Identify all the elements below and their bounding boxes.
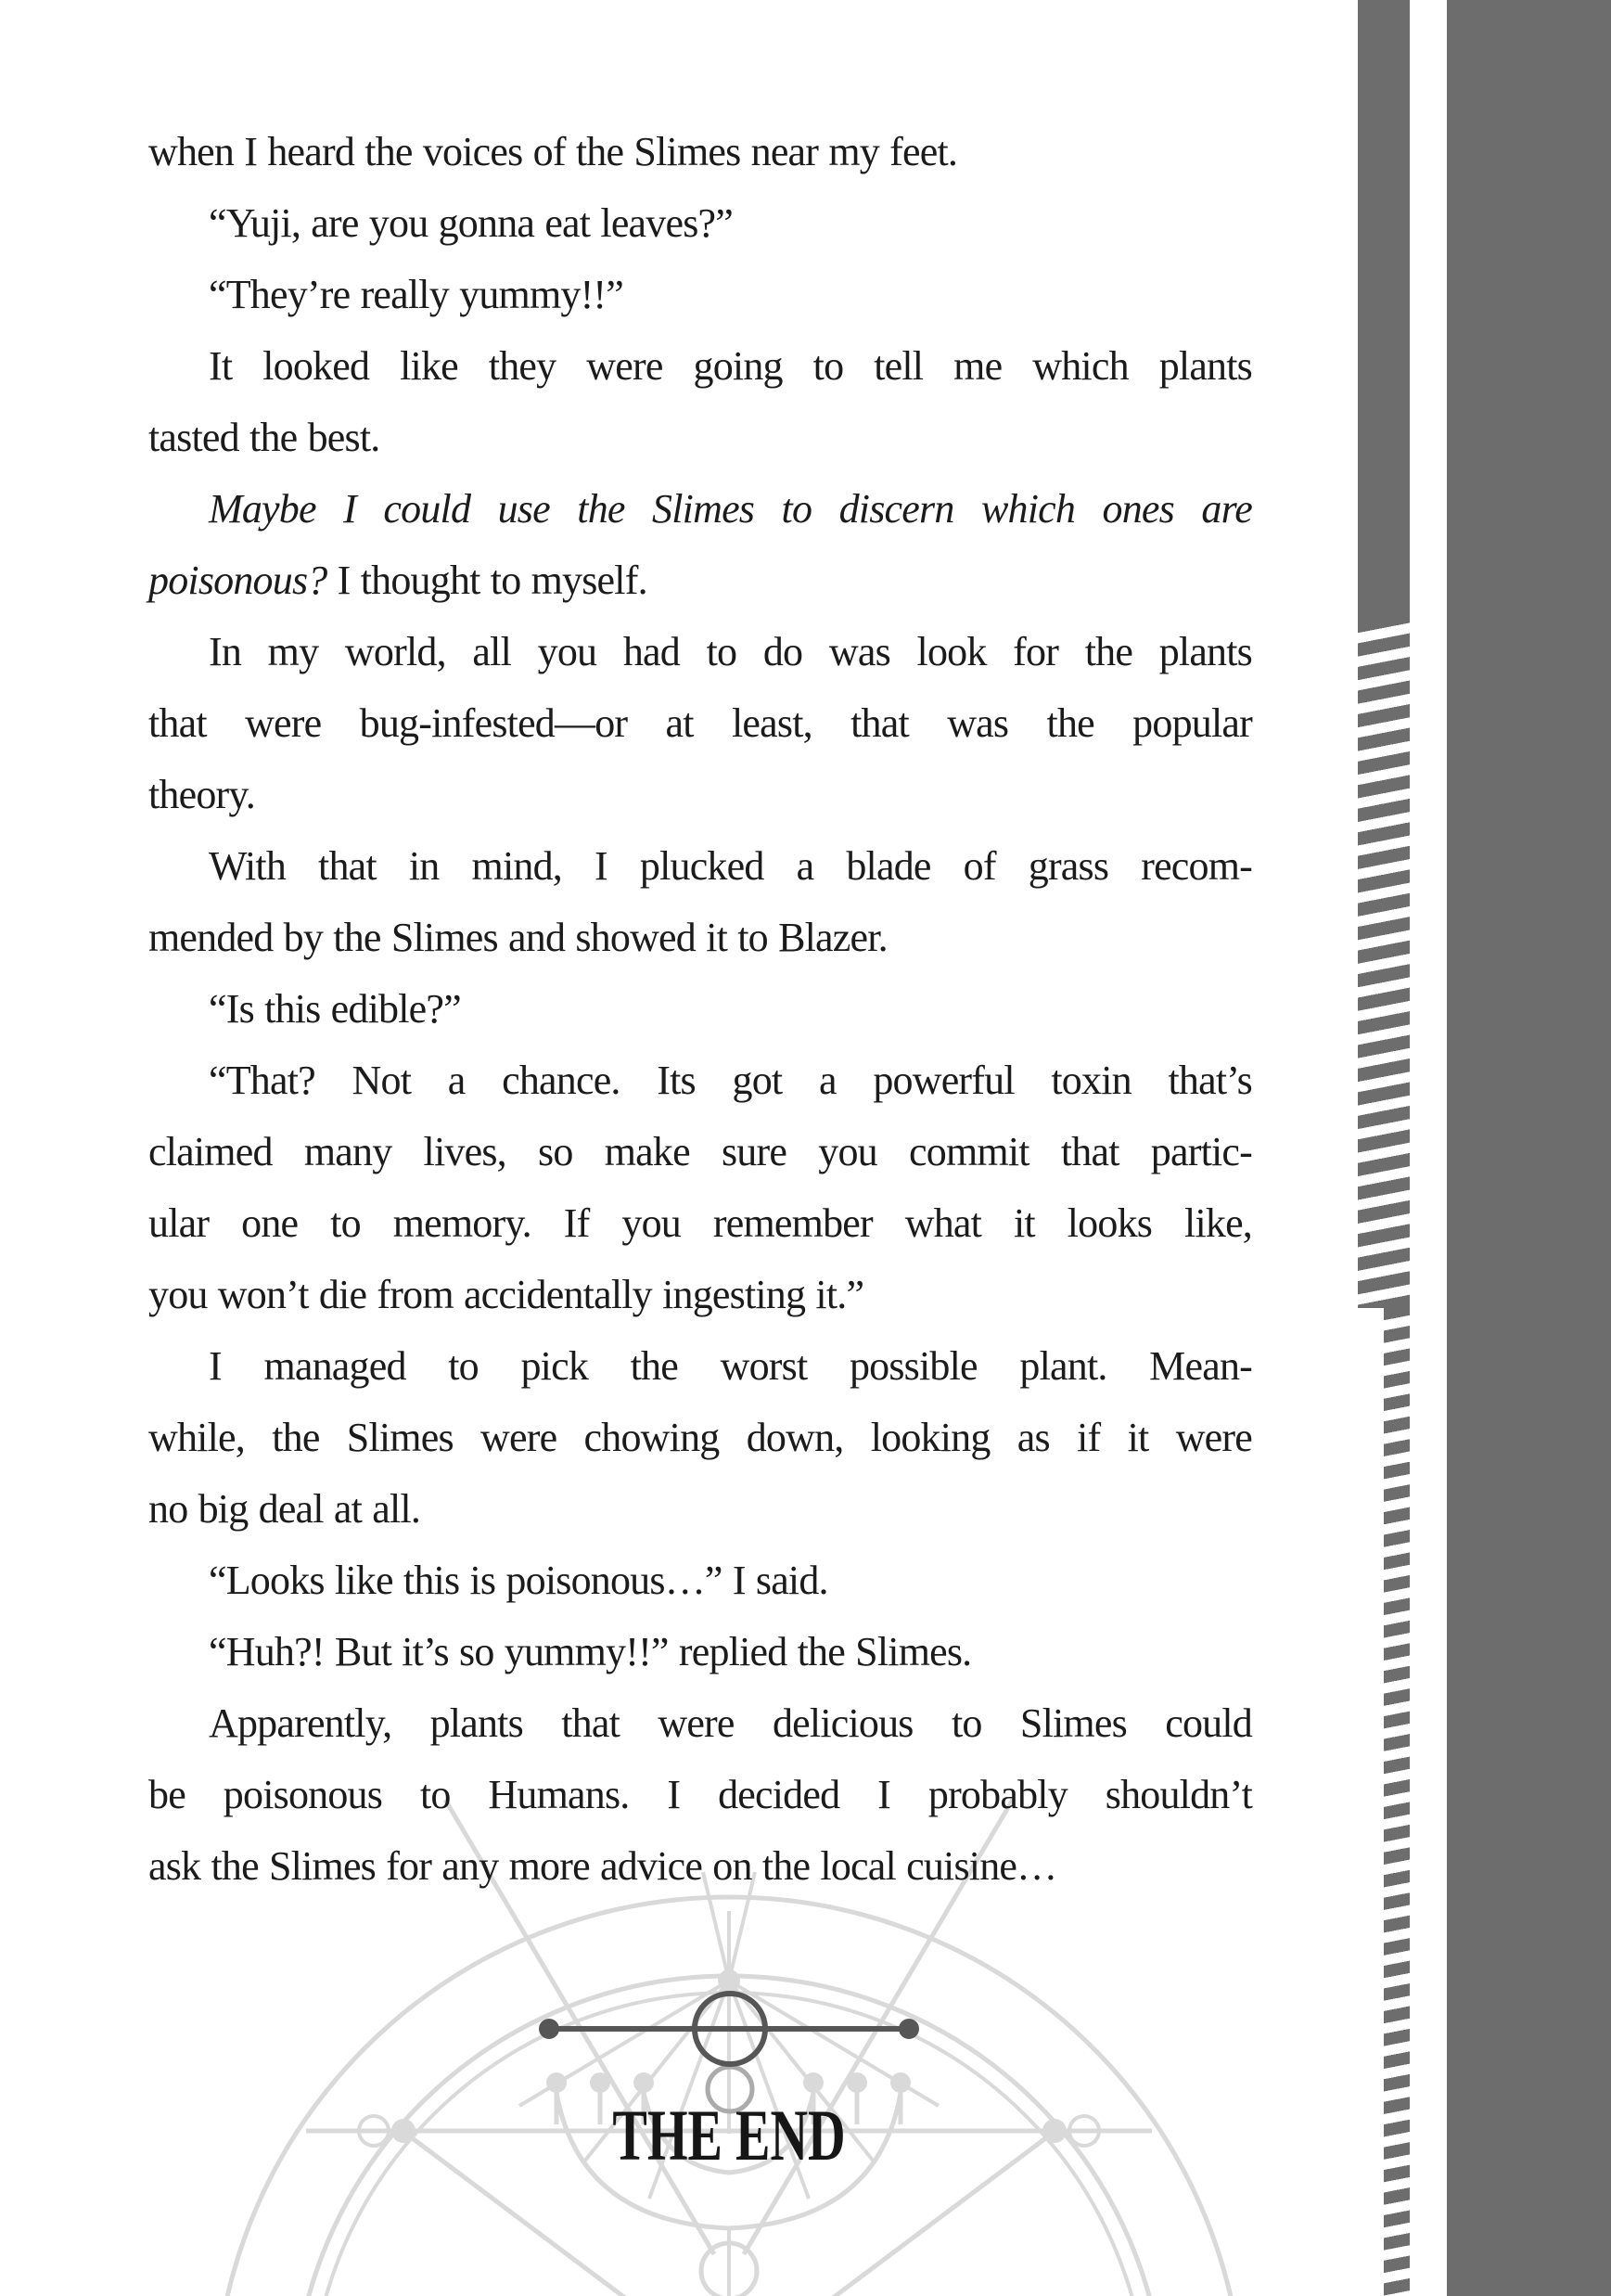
text-line bbox=[148, 545, 1252, 616]
text-line bbox=[148, 259, 1252, 330]
text-run: “Looks like this is poisonous…” I said. bbox=[209, 1558, 828, 1603]
text-line bbox=[148, 1187, 1252, 1259]
italic-text-run: Maybe I could use the Slimes to discern which ones are bbox=[209, 486, 1252, 532]
text-line bbox=[148, 187, 1252, 259]
text-line bbox=[148, 330, 1252, 402]
side-strip-hatch-wide bbox=[1358, 620, 1410, 1308]
text-run: no big deal at all. bbox=[148, 1486, 421, 1532]
text-line bbox=[148, 1759, 1252, 1830]
text-run: “Is this edible?” bbox=[209, 986, 461, 1032]
text-line bbox=[148, 1545, 1252, 1616]
text-line bbox=[148, 1402, 1252, 1473]
text-line bbox=[148, 902, 1252, 973]
text-run: It looked like they were going to tell me which plants bbox=[209, 343, 1252, 389]
side-strip-solid bbox=[1358, 0, 1410, 620]
text-run: theory. bbox=[148, 772, 255, 817]
text-line bbox=[148, 759, 1252, 830]
text-line bbox=[148, 1830, 1252, 1902]
text-line bbox=[148, 616, 1252, 687]
text-run: “They’re really yummy!!” bbox=[209, 272, 624, 317]
text-run: you won’t die from accidentally ingesting it.” bbox=[148, 1272, 864, 1317]
text-run: In my world, all you had to do was look for the plants bbox=[209, 629, 1252, 674]
text-run: that were bug-infested—or at least, that was the popular bbox=[148, 700, 1252, 746]
text-line bbox=[148, 473, 1252, 545]
text-run: “Yuji, are you gonna eat leaves?” bbox=[209, 200, 733, 246]
text-run: I thought to myself. bbox=[326, 558, 647, 603]
text-line bbox=[148, 973, 1252, 1045]
text-line bbox=[148, 687, 1252, 759]
text-run: Apparently, plants that were delicious to Slimes could bbox=[209, 1700, 1252, 1746]
text-line bbox=[148, 1330, 1252, 1402]
text-line bbox=[148, 1259, 1252, 1330]
text-run: “That? Not a chance. Its got a powerful toxin that’s bbox=[209, 1058, 1252, 1103]
side-strip-hatch-narrow bbox=[1384, 1308, 1410, 2296]
text-run: ular one to memory. If you remember what it looks like, bbox=[148, 1200, 1252, 1246]
text-run: while, the Slimes were chowing down, looking as if it were bbox=[148, 1415, 1252, 1460]
the-end-label: THE END bbox=[612, 2095, 846, 2175]
text-run: “Huh?! But it’s so yummy!!” replied the Slimes. bbox=[209, 1629, 972, 1674]
text-line bbox=[148, 1616, 1252, 1687]
text-run: With that in mind, I plucked a blade of grass recom- bbox=[209, 843, 1252, 889]
text-run: tasted the best. bbox=[148, 415, 380, 460]
text-line bbox=[148, 830, 1252, 902]
text-line bbox=[148, 1045, 1252, 1116]
text-run: I managed to pick the worst possible plant. Mean- bbox=[209, 1343, 1252, 1389]
right-edge-bar bbox=[1447, 0, 1611, 2296]
text-run: claimed many lives, so make sure you commit that partic- bbox=[148, 1129, 1252, 1174]
text-run: ask the Slimes for any more advice on the local cuisine… bbox=[148, 1843, 1057, 1889]
text-run: be poisonous to Humans. I decided I probably shouldn’t bbox=[148, 1772, 1252, 1817]
body-text bbox=[148, 116, 1252, 1902]
text-run: when I heard the voices of the Slimes near my feet. bbox=[148, 129, 958, 174]
text-run: mended by the Slimes and showed it to Blazer. bbox=[148, 915, 888, 960]
text-line bbox=[148, 116, 1252, 187]
text-line bbox=[148, 1687, 1252, 1759]
italic-text-run: poisonous? bbox=[148, 558, 327, 603]
text-line bbox=[148, 1473, 1252, 1545]
text-line bbox=[148, 402, 1252, 473]
text-line bbox=[148, 1116, 1252, 1187]
